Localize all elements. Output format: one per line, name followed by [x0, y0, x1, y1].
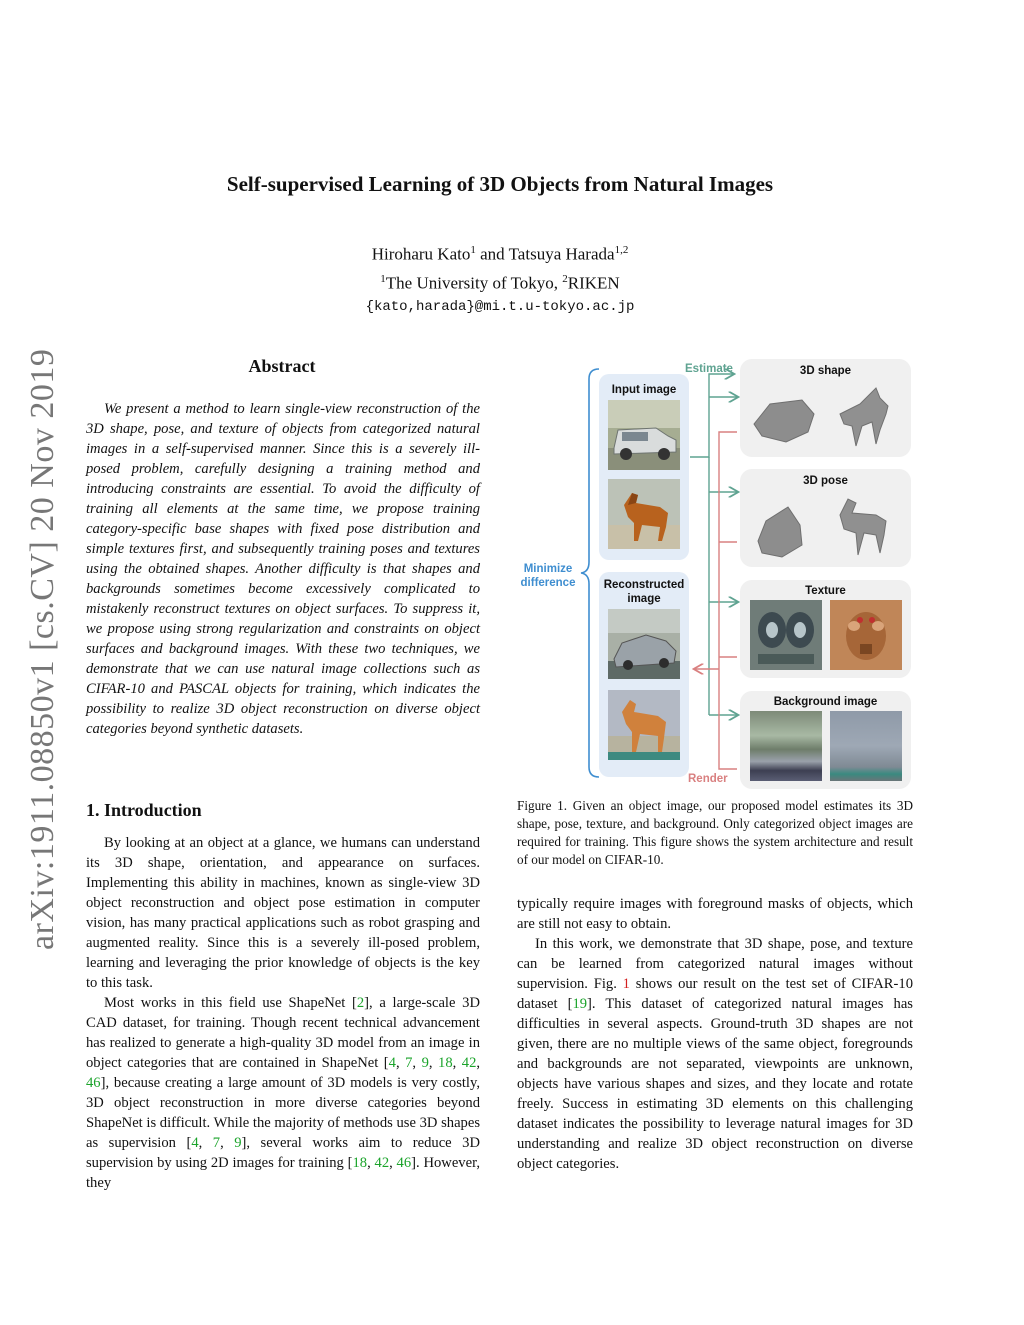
- shape-label: 3D shape: [799, 365, 852, 377]
- text-run: Most works in this field use ShapeNet [: [104, 995, 357, 1011]
- text-run: ,: [389, 1155, 397, 1171]
- author-and: and: [475, 244, 509, 264]
- car-background-image: [750, 711, 822, 781]
- citation-link[interactable]: 4: [388, 1055, 396, 1071]
- affiliation-2: RIKEN: [567, 273, 620, 293]
- intro-paragraph-2: [86, 993, 480, 1193]
- text-run: ], several works aim to reduce 3D supervision by using 2D images for training [: [86, 1135, 480, 1171]
- horse-background-image: [830, 711, 902, 781]
- text-run: shows our result on the test set of CIFAR-10 dataset [: [517, 976, 913, 1012]
- shape-renders: [748, 384, 904, 452]
- shape-panel: [740, 359, 911, 457]
- input-horse-image: [608, 479, 680, 549]
- citation-link[interactable]: 46: [86, 1075, 101, 1091]
- author-1: Hiroharu Kato: [371, 244, 471, 264]
- right-paragraph-1: typically require images with foreground masks of objects, which are still not easy to obtain.: [517, 896, 913, 932]
- texture-label: Texture: [805, 585, 846, 597]
- estimate-label: Estimate: [685, 363, 733, 375]
- author-2: Tatsuya Harada: [508, 244, 615, 264]
- intro-paragraph-1: By looking at an object at a glance, we humans can understand its 3D shape, orientation, and appearance on surfaces. Implementing this ability in machines, known as single-view 3D object reconstruction and object pose estimation in computer vision, has many practical applications such as robot grasping and augmented reality. Since this is a severely ill-posed problem, learning and leveraging the prior knowledge of objects is the key to this task.: [86, 835, 480, 991]
- abstract-text: We present a method to learn single-view reconstruction of the 3D shape, pose, and texture of objects from categorized natural images in a self-supervised manner. Since this is a severely ill-posed problem, carefully designing a training method and introducing constraints are essential. To avoid the difficulty of training all elements at the same time, we propose training category-specific base shapes with fixed pose distribution and simple textures first, and subsequently training poses and textures using the obtained shapes. Another difficulty is that shapes and backgrounds sometimes become excessively complicated to mistakenly reconstruct textures on object surfaces. To suppress it, we propose using strong regularization and constraints on object surfaces and background images. With these two techniques, we demonstrate that we can use natural image collections such as CIFAR-10 and PASCAL objects for training, which indicates the possibility to realize 3D object reconstruction on diverse object categories beyond synthetic datasets.: [86, 401, 480, 737]
- citation-link[interactable]: 9: [234, 1135, 242, 1151]
- text-run: ], a large-scale 3D CAD dataset, for training. Though recent technical advancement has realized to generate a high-quality 3D model from an image in object categories that are contained in ShapeNet [: [86, 995, 480, 1071]
- citation-link[interactable]: 4: [191, 1135, 199, 1151]
- citation-link[interactable]: 42: [461, 1055, 477, 1071]
- input-image-label: Input image: [611, 384, 677, 396]
- car-texture-image: [750, 600, 822, 670]
- minimize-line-2: difference: [520, 577, 576, 589]
- reconstructed-car-image: [608, 609, 680, 679]
- minimize-label: [517, 562, 579, 590]
- citation-link[interactable]: 46: [396, 1155, 412, 1171]
- aff-2-sup: 2: [562, 272, 568, 285]
- right-paragraph-2: [517, 934, 913, 1174]
- reconstructed-line-1: Reconstructed: [603, 579, 685, 591]
- estimate-arrow: [690, 374, 733, 457]
- pose-panel: [740, 469, 911, 567]
- text-run: ,: [452, 1055, 462, 1071]
- text-run: ,: [395, 1055, 406, 1071]
- paper-title: Self-supervised Learning of 3D Objects from Natural Images: [226, 172, 774, 196]
- citation-link[interactable]: 9: [421, 1055, 429, 1071]
- author-1-sup: 1: [470, 244, 476, 256]
- citation-link[interactable]: 7: [212, 1135, 221, 1151]
- abstract-body: [86, 399, 480, 739]
- author-email: {kato,harada}@mi.t.u-tokyo.ac.jp: [365, 299, 635, 316]
- text-run: ,: [220, 1135, 235, 1151]
- author-block: [0, 238, 1000, 320]
- right-column-body: [517, 894, 913, 1174]
- intro-heading: 1. Introduction: [86, 800, 202, 820]
- minimize-line-1: Minimize: [523, 563, 573, 575]
- input-car-image: [608, 400, 680, 470]
- citation-link[interactable]: 19: [572, 996, 588, 1012]
- background-panel: [740, 691, 911, 789]
- reconstructed-image-panel: [599, 572, 689, 777]
- input-image-panel: [599, 374, 689, 560]
- render-label: Render: [688, 773, 728, 785]
- text-run: ,: [412, 1055, 422, 1071]
- arxiv-sidebar: arXiv:1911.08850v1 [cs.CV] 20 Nov 2019: [24, 348, 61, 950]
- text-run: ,: [476, 1055, 481, 1071]
- citation-link[interactable]: 18: [352, 1155, 368, 1171]
- text-run: ,: [198, 1135, 213, 1151]
- intro-body: [86, 833, 480, 1193]
- citation-link[interactable]: 7: [405, 1055, 413, 1071]
- pose-renders: [748, 491, 904, 563]
- text-run: ,: [367, 1155, 375, 1171]
- reconstructed-horse-image: [608, 690, 680, 760]
- text-run: In this work, we demonstrate that 3D shape, pose, and texture can be learned from categorized natural images without supervision. Fig.: [517, 936, 913, 992]
- abstract-heading: Abstract: [248, 356, 316, 376]
- text-run: ], because creating a large amount of 3D models is very costly, 3D object reconstruction in more diverse categories beyond ShapeNet is difficult. While the majority of methods use 3D shapes as supervision [: [86, 1075, 480, 1151]
- citation-link[interactable]: 2: [356, 995, 365, 1011]
- reconstructed-line-2: image: [627, 593, 661, 605]
- figure-ref-link[interactable]: 1: [622, 976, 630, 992]
- affiliation-1: The University of Tokyo,: [385, 273, 563, 293]
- pose-label: 3D pose: [803, 475, 848, 487]
- text-run: ,: [428, 1055, 439, 1071]
- horse-texture-image: [830, 600, 902, 670]
- figure-1: [515, 357, 915, 789]
- reconstructed-label: [599, 578, 689, 606]
- author-2-sup: 1,2: [614, 244, 629, 256]
- text-run: ]. However, they: [86, 1155, 480, 1191]
- text-run: ]. This dataset of categorized natural images has difficulties in several aspects. Ground-truth 3D shapes are not given, there are no multiple views of the same object, foregrounds and backgrounds are not separated, viewpoints are unknown, objects have various shapes and sizes, and they locate and rotate freely. Success in estimating 3D elements on this challenging dataset indicates the possibility to leverage natural images for 3D understanding and realize 3D object reconstruction on diverse object categories.: [517, 996, 913, 1172]
- figure-1-caption: Figure 1. Given an object image, our proposed model estimates its 3D shape, pose, texture, and background. Only categorized object images are required for training. This figure shows the system architecture and result of our model on CIFAR-10.: [517, 798, 913, 867]
- minimize-brace: [581, 369, 599, 777]
- aff-1-sup: 1: [380, 272, 386, 285]
- texture-panel: [740, 580, 911, 678]
- citation-link[interactable]: 42: [374, 1155, 390, 1171]
- citation-link[interactable]: 18: [438, 1055, 453, 1071]
- background-label: Background image: [773, 696, 878, 708]
